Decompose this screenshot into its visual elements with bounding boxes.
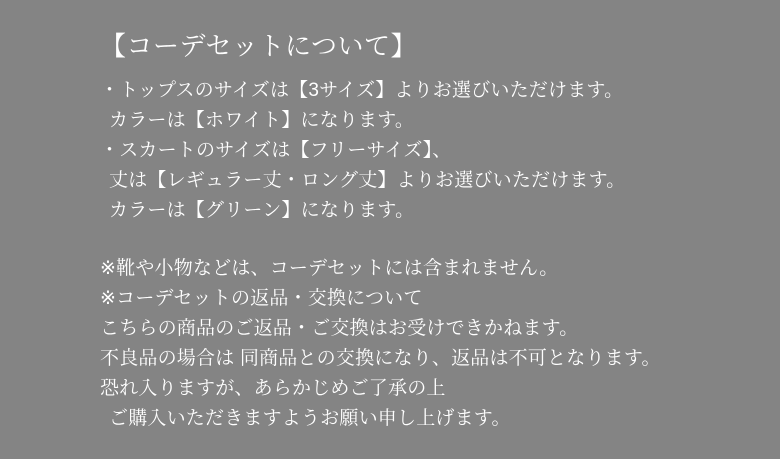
note-line: ※靴や小物などは、コーデセットには含まれません。 bbox=[100, 258, 559, 279]
note-line: ※コーデセットの返品・交換について bbox=[100, 288, 423, 309]
note-line: こちらの商品のご返品・ご交換はお受けできかねます。 bbox=[100, 318, 579, 339]
note-line: 不良品の場合は 同商品との交換になり、返品は不可となります。 bbox=[100, 348, 661, 369]
size-info-line: カラーは【ホワイト】になります。 bbox=[109, 110, 415, 131]
page-title: 【コーデセットについて】 bbox=[100, 31, 417, 61]
notes-section bbox=[100, 254, 762, 434]
size-info-line: ・トップスのサイズは【3サイズ】よりお選びいただけます。 bbox=[100, 80, 624, 101]
size-info-line: ・スカートのサイズは【フリーサイズ】、 bbox=[100, 140, 452, 161]
note-line: ご購入いただきますようお願い申し上げます。 bbox=[109, 408, 511, 429]
size-info-line: 丈は【レギュラー丈・ロング丈】よりお選びいただけます。 bbox=[109, 170, 626, 191]
size-info-line: カラーは【グリーン】になります。 bbox=[109, 200, 415, 221]
size-info-section bbox=[100, 76, 762, 226]
section-spacer bbox=[100, 226, 762, 254]
note-line: 恐れ入りますが、あらかじめご了承の上 bbox=[100, 378, 446, 399]
document-content bbox=[100, 26, 762, 434]
